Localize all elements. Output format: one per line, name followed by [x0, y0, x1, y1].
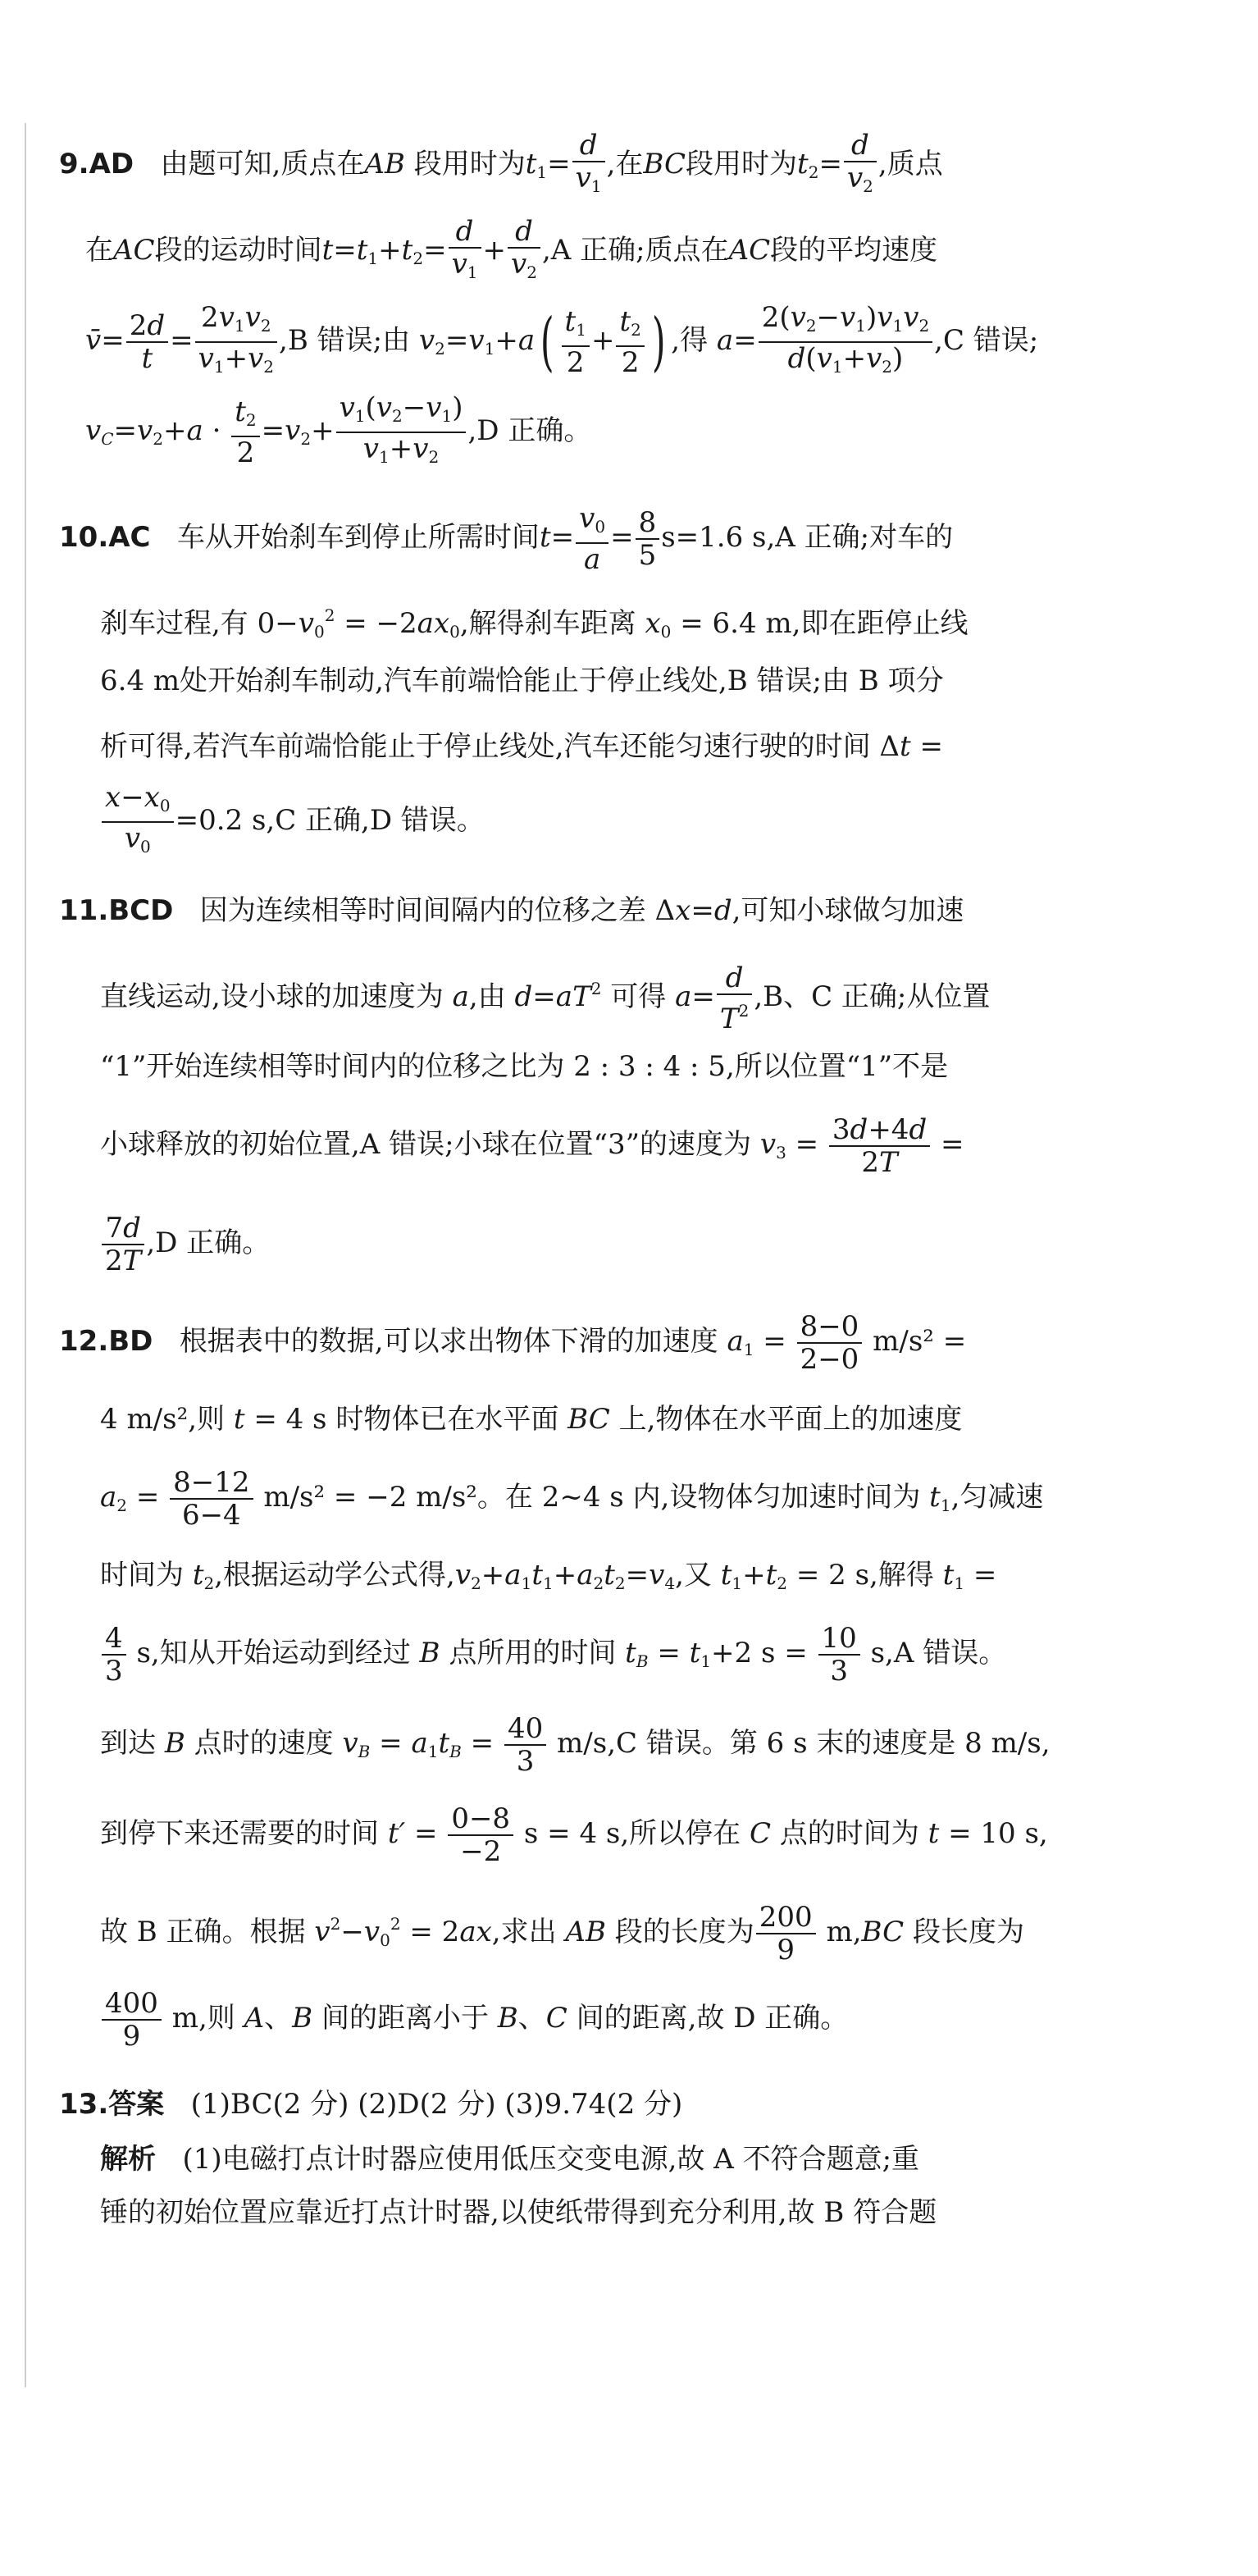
q9-line2: 在AC段的运动时间$t=t_1+t_2=$ $\frac{d}{v_1}$ + $\frac{d}{v_2}$ ,A 正确;质点在AC段的平均速度	[85, 205, 1084, 295]
q9-line1: 9.AD 由题可知,质点在AB 段用时为$t_1=$ $\frac{d}{v_1}$ ,在BC段用时为$t_2=$ $\frac{d}{v_2}$ ,质点	[59, 123, 1084, 205]
fraction: $\frac{v_0}{a}$	[576, 503, 608, 575]
q12-text: 点所用的时间	[449, 1637, 617, 1669]
q9-text: ,D 正确。	[467, 414, 592, 447]
q10-text: 析可得,若汽车前端恰能止于停止线处,汽车还能匀速行驶的时间	[100, 730, 871, 763]
q12-text: s,A 错误。	[870, 1637, 1007, 1669]
q11-text: 因为连续相等时间间隔内的位移之差	[199, 894, 646, 927]
q11-text: ,可知小球做匀加速	[732, 894, 964, 927]
q9-text: 段的平均速度	[770, 234, 938, 267]
q12-text: 时物体已在水平面	[335, 1403, 559, 1436]
fraction: $\frac{0-8}{-2}$	[448, 1803, 513, 1867]
fraction: $\frac{t_1}{2}$	[562, 306, 590, 378]
q12-text: m,则	[171, 2002, 235, 2035]
q10-label: 10.AC	[59, 521, 151, 554]
q11-line1: 11.BCD 因为连续相等时间间隔内的位移之差 Δx=d,可知小球做匀加速	[59, 894, 964, 927]
q9-text: 段用时为	[686, 148, 798, 180]
q12-line9: $\frac{400}{9}$ m,则 A、B 间的距离小于 B、C 间的距离,故 D 正确。	[100, 1969, 1084, 2067]
q11-text: “1”开始连续相等时间内的位移之比为 2 : 3 : 4 : 5,所以位置“1”不是	[100, 1050, 949, 1083]
q13-text: 锤的初始位置应靠近打点计时器,以使纸带得到充分利用,故 B 符合题	[100, 2196, 937, 2229]
q9-text: ,得	[671, 324, 709, 357]
fraction: $\frac{t_2}{2}$	[616, 306, 644, 378]
q12-text: 到停下来还需要的时间	[100, 1817, 379, 1850]
q10-text: 车从开始刹车到停止所需时间	[176, 521, 540, 554]
q10-line2: 刹车过程,有 $0-v_0^2 = -2ax_0$,解得刹车距离 $x_0 = 6.4$ m,即在距停止线	[100, 605, 969, 642]
answer-page	[59, 123, 1084, 2240]
q13-line1	[59, 2076, 1084, 2133]
q12-text: 故 B 正确。根据	[100, 1916, 306, 1948]
q12-text: 时间为	[100, 1559, 184, 1592]
q9-text: ,A 正确;质点在	[541, 234, 729, 267]
q12-text: m/s² =	[873, 1325, 967, 1358]
q12-text: 根据表中的数据,可以求出物体下滑的加速度	[179, 1325, 718, 1358]
q12-text: 间的距离小于	[321, 2002, 489, 2035]
q12-line2: 4 m/s²,则 t = 4 s 时物体已在水平面 BC 上,物体在水平面上的加速度	[100, 1403, 963, 1436]
q9-text: 段的运动时间	[154, 234, 322, 267]
q13-label: 13.答案	[59, 2088, 165, 2121]
fraction: $\frac{400}{9}$	[102, 1988, 162, 2052]
q12-text: ,解得	[869, 1559, 934, 1592]
q12-text: 4 m/s²,则	[100, 1403, 226, 1436]
q11-line2: 直线运动,设小球的加速度为 a,由 $d=aT^2$ 可得 a= $\frac{d}{T^2}$ ,B、C 正确;从位置	[100, 961, 991, 1035]
fraction: $\frac{v_1(v_2-v_1)}{v_1+v_2}$	[336, 392, 467, 473]
fraction: $\frac{200}{9}$	[756, 1902, 816, 1966]
q9-text: 在	[85, 234, 113, 267]
q11-line4: 小球释放的初始位置,A 错误;小球在位置“3”的速度为 $v_3$ = $\frac{3d+4d}{2T}$ =	[100, 1113, 964, 1179]
q10-text: ,解得刹车距离	[459, 607, 636, 640]
q10-text: = 6.4 m,即在距停止线	[680, 607, 969, 640]
q12-line7: 到停下来还需要的时间 t′ = $\frac{0-8}{-2}$ s = 4 s,所以停在 C 点的时间为 t = 10 s,	[100, 1802, 1048, 1868]
fraction: $\frac{d}{v_1}$	[449, 216, 481, 288]
q10-text: 6.4 m处开始刹车制动,汽车前端恰能止于停止线处,B 错误;由 B 项分	[100, 665, 944, 697]
q11-text: 可得	[610, 980, 667, 1013]
fraction: $\frac{4}{3}$	[102, 1623, 126, 1687]
q9-line4: $v_C=v_2+a$ · $\frac{t_2}{2}$ $=v_2+$ $\frac{v_1(v_2-v_1)}{v_1+v_2}$ ,D 正确。	[85, 386, 1084, 476]
fraction: $\frac{2(v_2-v_1)v_1v_2}{d(v_1+v_2)}$	[759, 302, 932, 382]
fraction: $\frac{2d}{t}$	[126, 310, 168, 374]
fraction: $\frac{8-12}{6-4}$	[170, 1467, 253, 1531]
q10-line1: 10.AC 车从开始刹车到停止所需时间t= $\frac{v_0}{a}$ = $\frac{8}{5}$ s=1.6 s,A 正确;对车的	[59, 502, 954, 576]
q13-text: (1)电磁打点计时器应使用低压交变电源,故 A 不符合题意;重	[182, 2143, 920, 2176]
q12-text: 上,物体在水平面上的加速度	[618, 1403, 963, 1436]
q12-text: ,求出	[491, 1916, 557, 1948]
q11-text: ,D 正确。	[146, 1226, 271, 1259]
q9-line3: v̄= $\frac{2d}{t}$ = $\frac{2v_1v_2}{v_1+v_2}$ ,B 错误;由 $v_2=v_1+a$( $\frac{t_1}{2}$ + $\frac{t_2}{2}$ ) ,得 a= $\frac{2(v_2-v_1)v_1v_2}{d(v_1+v_2)}$ ,C 错误;	[85, 295, 1084, 386]
q12-text: s,知从开始运动到经过	[136, 1637, 411, 1669]
q12-line5: $\frac{4}{3}$ s,知从开始运动到经过 B 点所用的时间 $t_B = t_1+2$ s = $\frac{10}{3}$ s,A 错误。	[100, 1608, 1084, 1698]
q9-label: 9.AD	[59, 148, 134, 180]
left-margin-rule	[25, 123, 26, 2387]
q11-text: ,由	[468, 980, 506, 1013]
q11-text: ,B、C 正确;从位置	[754, 980, 991, 1013]
q11-label: 11.BCD	[59, 894, 174, 927]
q13-line3	[100, 2186, 1084, 2240]
q12-line1: 12.BD 根据表中的数据,可以求出物体下滑的加速度 $a_1$ = $\frac{8-0}{2-0}$ m/s² =	[59, 1310, 967, 1376]
q11-text: 直线运动,设小球的加速度为	[100, 980, 444, 1013]
q10-text: 刹车过程,有	[100, 607, 248, 640]
q12-text: m/s,C 错误。第 6 s 末的速度是 8 m/s,	[557, 1727, 1051, 1760]
q12-line6: 到达 B 点时的速度 $v_B = a_1t_B$ = $\frac{40}{3}$ m/s,C 错误。第 6 s 末的速度是 8 m/s,	[100, 1712, 1051, 1778]
q10-text: s=1.6 s,A 正确;对车的	[661, 521, 954, 554]
q12-line3: $a_2$ = $\frac{8-12}{6-4}$ m/s² = −2 m/s²。在 2~4 s 内,设物体匀加速时间为 $t_1$,匀减速	[100, 1466, 1044, 1532]
q11-text: 小球释放的初始位置,A 错误;小球在位置“3”的速度为	[100, 1128, 752, 1161]
q12-text: 点时的速度	[194, 1727, 334, 1760]
fraction: $\frac{10}{3}$	[818, 1623, 860, 1687]
q13-answer: (1)BC(2 分) (2)D(2 分) (3)9.74(2 分)	[190, 2088, 683, 2121]
fraction: $\frac{3d+4d}{2T}$	[829, 1114, 930, 1178]
fraction: $\frac{d}{v_2}$	[844, 130, 877, 202]
q12-text: m,	[826, 1916, 862, 1948]
q12-text: ,根据运动学公式得,	[214, 1559, 455, 1592]
q12-text: 间的距离,故 D 正确。	[576, 2002, 849, 2035]
q12-text: ,匀减速	[950, 1481, 1044, 1514]
fraction: $\frac{t_2}{2}$	[231, 396, 259, 468]
q13-line2	[100, 2133, 1084, 2186]
fraction: $\frac{7d}{2T}$	[102, 1213, 144, 1277]
fraction: $\frac{8}{5}$	[636, 507, 660, 571]
q12-text: 到达	[100, 1727, 156, 1760]
q9-text: ,B 错误;由	[279, 324, 411, 357]
q9-text: ,C 错误;	[934, 324, 1039, 357]
q12-text: 点的时间为	[779, 1817, 919, 1850]
q9-text: 段用时为	[413, 148, 526, 180]
q12-text: 段的长度为	[614, 1916, 754, 1948]
q13-jiexi-label: 解析	[100, 2143, 156, 2176]
q12-line4: 时间为 $t_2$,根据运动学公式得$,v_2+a_1t_1+a_2t_2=v_4$,又 $t_1+t_2 = 2$ s,解得 $t_1$ =	[100, 1559, 997, 1593]
fraction: $\frac{d}{T^2}$	[717, 962, 752, 1035]
fraction: $\frac{x-x_0}{v_0}$	[102, 782, 174, 862]
fraction: $\frac{2v_1v_2}{v_1+v_2}$	[195, 302, 277, 382]
q11-line5	[100, 1190, 1084, 1296]
q12-text: 段长度为	[912, 1916, 1024, 1948]
q12-label: 12.BD	[59, 1325, 153, 1358]
q9-text: 由题可知,质点在	[160, 148, 365, 180]
q10-line5	[100, 779, 1084, 861]
fraction: $\frac{8-0}{2-0}$	[797, 1311, 863, 1375]
q10-line3	[100, 648, 1084, 714]
q12-line8: 故 B 正确。根据 $v^2-v_0^2 = 2ax$,求出 AB 段的长度为 $\frac{200}{9}$ m,BC 段长度为	[100, 1901, 1024, 1966]
fraction: $\frac{d}{v_2}$	[508, 216, 540, 288]
q10-line4: 析可得,若汽车前端恰能止于停止线处,汽车还能匀速行驶的时间 Δt =	[100, 730, 943, 763]
fraction: $\frac{40}{3}$	[504, 1713, 546, 1777]
q12-text: s = 4 s,所以停在	[523, 1817, 741, 1850]
q11-line3	[100, 1034, 1084, 1099]
q10-text: =0.2 s,C 正确,D 错误。	[175, 804, 485, 837]
fraction: $\frac{d}{v_1}$	[572, 130, 605, 202]
q12-text: ,又	[675, 1559, 712, 1592]
q9-text: ,在	[606, 148, 644, 180]
q12-text: m/s² = −2 m/s²。在 2~4 s 内,设物体匀加速时间为	[263, 1481, 921, 1514]
q9-text: ,质点	[877, 148, 943, 180]
